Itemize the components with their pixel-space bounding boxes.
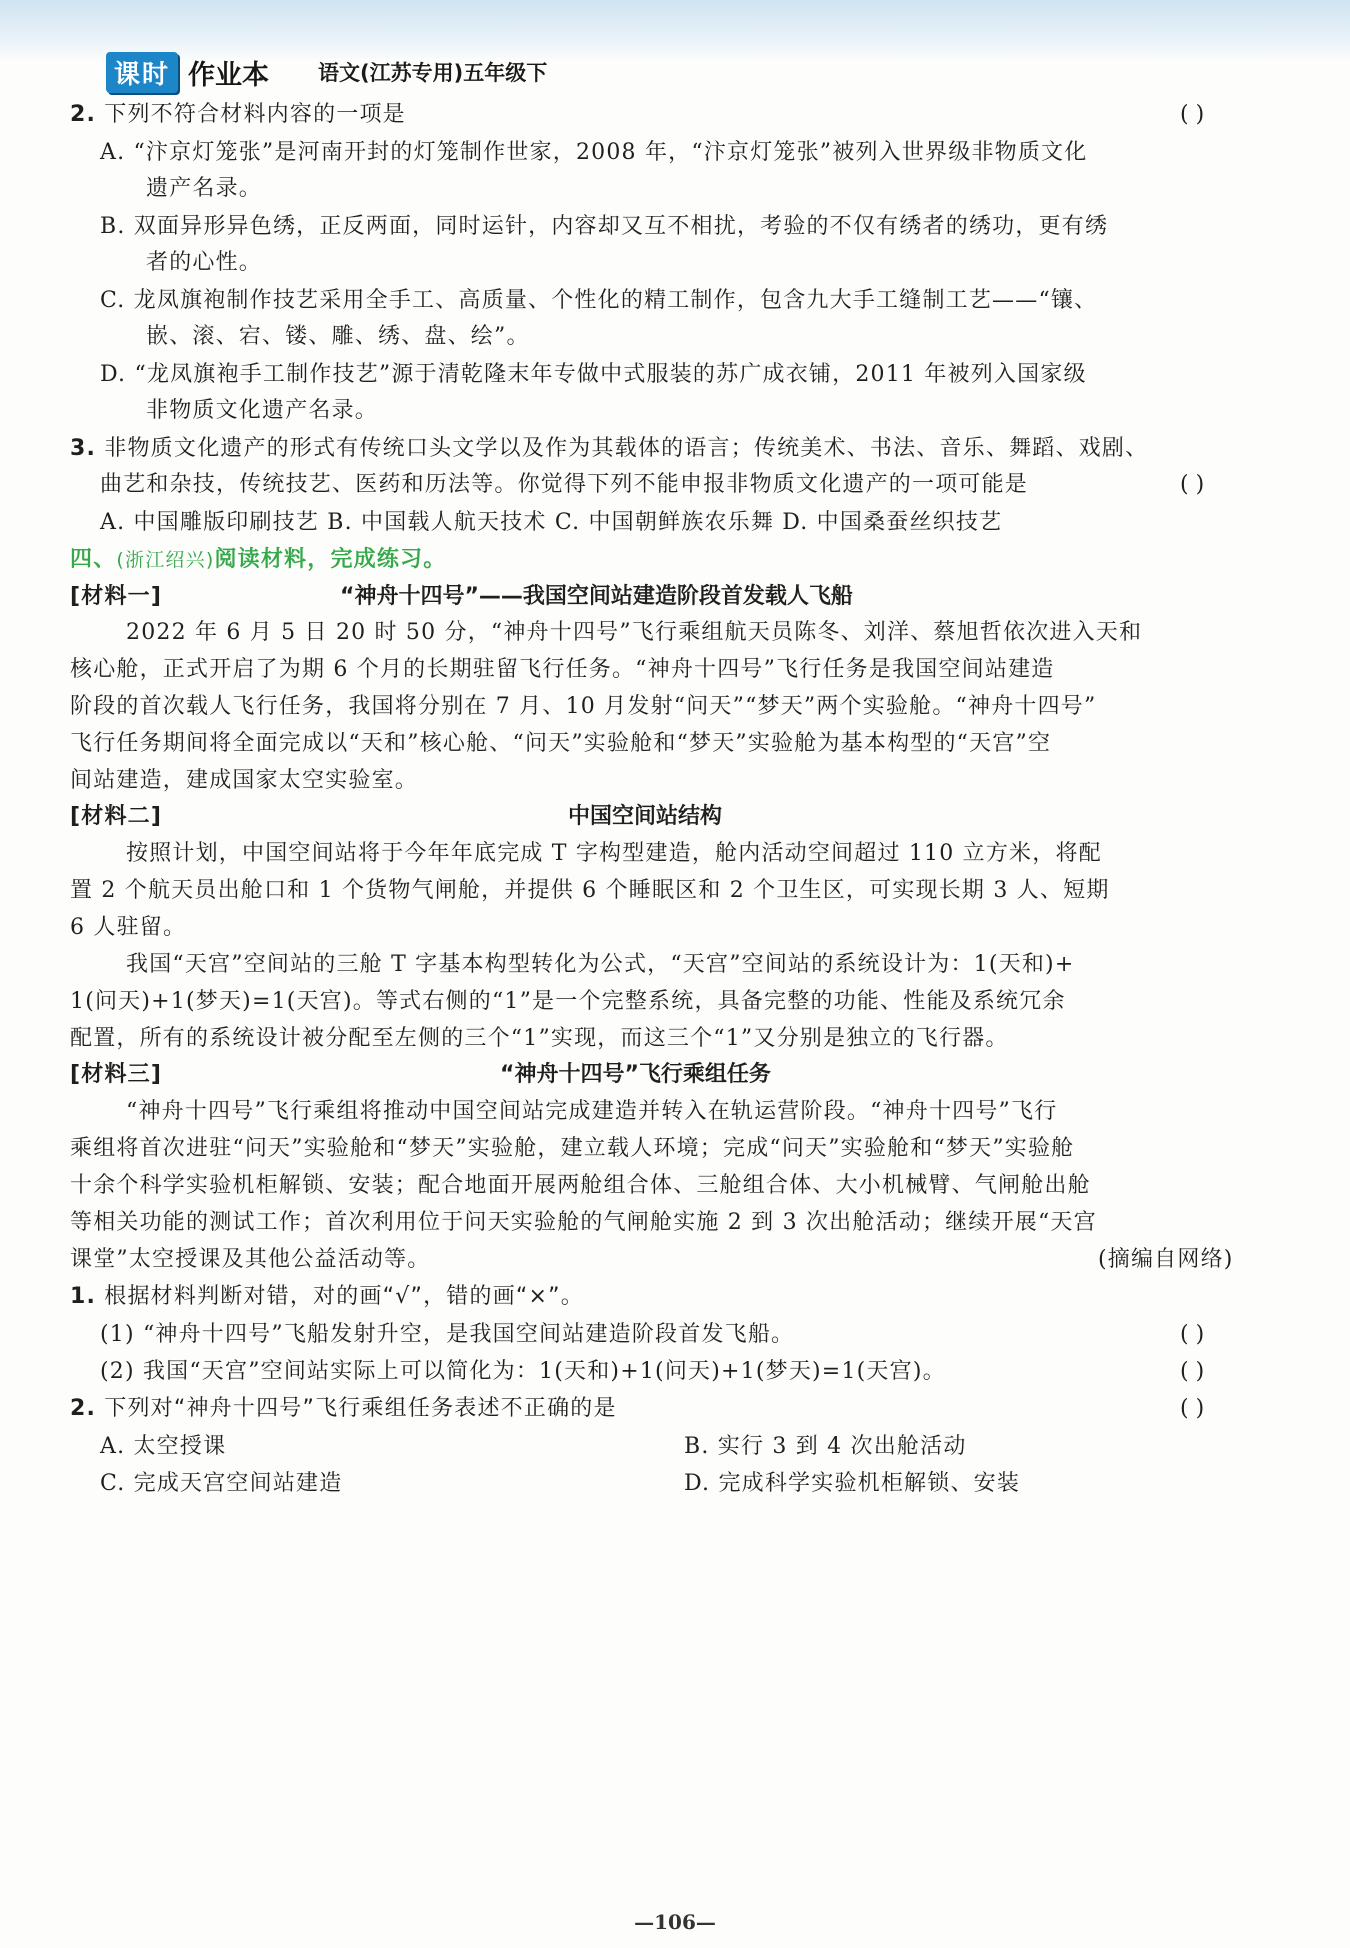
exercise-2-stem: 2. 下列对“神舟十四号”飞行乘组任务表述不正确的是 [70, 1396, 617, 1421]
q3-stem-line1: 3. 非物质文化遗产的形式有传统口头文学以及作为其载体的语言；传统美术、书法、音乐、舞蹈、戏剧、 [70, 436, 1149, 461]
exercise-1-answer-paren-2[interactable]: ( ) [1180, 1359, 1205, 1384]
material-1-para-line: 间站建造，建成国家太空实验室。 [70, 768, 419, 793]
q2-option-c-line2: 嵌、滚、宕、镂、雕、绣、盘、绘”。 [146, 324, 530, 349]
material-3-para-line: 十余个科学实验机柜解锁、安装；配合地面开展两舱组合体、三舱组合体、大小机械臂、气闸舱出舱 [70, 1173, 1091, 1198]
q2-answer-paren[interactable]: ( ) [1180, 102, 1205, 127]
page-number: —106— [634, 1910, 716, 1934]
logo-text: 作业本 [188, 59, 270, 91]
material-2-para-line: 按照计划，中国空间站将于今年年底完成 T 字构型建造，舱内活动空间超过 110 立方米，将配 [126, 841, 1102, 866]
exercise-1-statement-1: (1) “神舟十四号”飞船发射升空，是我国空间站建造阶段首发飞船。 [100, 1322, 795, 1347]
section-4-heading: 四、(浙江绍兴)阅读材料，完成练习。 [70, 547, 447, 572]
q2-option-b-line1: B. 双面异形异色绣，正反两面，同时运针，内容却又互不相扰，考验的不仅有绣者的绣功，更有绣 [100, 214, 1109, 239]
material-2-para-line: 我国“天宫”空间站的三舱 T 字基本构型转化为公式，“天宫”空间站的系统设计为：1(天和)+ [126, 952, 1075, 977]
material-3-source: (摘编自网络) [1098, 1247, 1234, 1272]
material-2-para-line: 1(问天)+1(梦天)=1(天宫)。等式右侧的“1”是一个完整系统，具备完整的功能、性能及系统冗余 [70, 989, 1066, 1014]
exercise-2-answer-paren[interactable]: ( ) [1180, 1396, 1205, 1421]
material-3-para-line: “神舟十四号”飞行乘组将推动中国空间站完成建造并转入在轨运营阶段。“神舟十四号”飞行 [126, 1099, 1058, 1124]
q2-option-a-line1: A. “汴京灯笼张”是河南开封的灯笼制作世家，2008 年，“汴京灯笼张”被列入世界级非物质文化 [100, 140, 1088, 165]
material-1-para-line: 核心舱，正式开启了为期 6 个月的长期驻留飞行任务。“神舟十四号”飞行任务是我国空间站建造 [70, 657, 1055, 682]
q2-option-d-line1: D. “龙凤旗袍手工制作技艺”源于清乾隆末年专做中式服装的苏广成衣铺，2011 年被列入国家级 [100, 362, 1087, 387]
exercise-1-statement-2: (2) 我国“天宫”空间站实际上可以简化为：1(天和)+1(问天)+1(梦天)=1(天宫)。 [100, 1359, 946, 1384]
material-3-para-line: 乘组将首次进驻“问天”实验舱和“梦天”实验舱，建立载人环境；完成“问天”实验舱和“梦天”实验舱 [70, 1136, 1075, 1161]
material-1-para-line: 阶段的首次载人飞行任务，我国将分别在 7 月、10 月发射“问天”“梦天”两个实验舱。“神舟十四号” [70, 694, 1097, 719]
q2-option-d-line2: 非物质文化遗产名录。 [146, 398, 379, 423]
exercise-1-stem: 1. 根据材料判断对错，对的画“√”，错的画“×”。 [70, 1284, 584, 1309]
q3-options: A. 中国雕版印刷技艺 B. 中国载人航天技术 C. 中国朝鲜族农乐舞 D. 中国桑蚕丝织技艺 [100, 510, 1003, 535]
q2-stem: 2. 下列不符合材料内容的一项是 [70, 102, 406, 127]
material-3-tag: [材料三] [70, 1062, 163, 1087]
exercise-2-option-c: C. 完成天宫空间站建造 [100, 1471, 343, 1496]
material-3-para-line: 课堂”太空授课及其他公益活动等。 [70, 1247, 431, 1272]
q3-stem-line2: 曲艺和杂技，传统技艺、医药和历法等。你觉得下列不能申报非物质文化遗产的一项可能是 [100, 472, 1029, 497]
material-2-para-line: 配置，所有的系统设计被分配至左侧的三个“1”实现，而这三个“1”又分别是独立的飞行器。 [70, 1026, 1009, 1051]
exercise-2-option-b: B. 实行 3 到 4 次出舱活动 [684, 1434, 967, 1459]
material-3-para-line: 等相关功能的测试工作；首次利用位于问天实验舱的气闸舱实施 2 到 3 次出舱活动；继续开展“天宫 [70, 1210, 1097, 1235]
material-1-para-line: 飞行任务期间将全面完成以“天和”核心舱、“问天”实验舱和“梦天”实验舱为基本构型的“天宫”空 [70, 731, 1052, 756]
logo [106, 52, 269, 92]
material-1-title: “神舟十四号”——我国空间站建造阶段首发载人飞船 [340, 584, 853, 609]
material-1-para-line: 2022 年 6 月 5 日 20 时 50 分，“神舟十四号”飞行乘组航天员陈冬、刘洋、蔡旭哲依次进入天和 [126, 620, 1143, 645]
logo-mark: 课时 [106, 52, 178, 93]
q3-answer-paren[interactable]: ( ) [1180, 472, 1205, 497]
material-1-tag: [材料一] [70, 584, 163, 609]
material-2-para-line: 6 人驻留。 [70, 915, 187, 940]
material-2-para-line: 置 2 个航天员出舱口和 1 个货物气闸舱，并提供 6 个睡眠区和 2 个卫生区，可实现长期 3 人、短期 [70, 878, 1110, 903]
exercise-1-answer-paren-1[interactable]: ( ) [1180, 1322, 1205, 1347]
q2-option-a-line2: 遗产名录。 [146, 176, 263, 201]
material-2-tag: [材料二] [70, 804, 163, 829]
exercise-2-option-a: A. 太空授课 [100, 1434, 227, 1459]
material-2-title: 中国空间站结构 [568, 804, 723, 829]
exercise-2-option-d: D. 完成科学实验机柜解锁、安装 [684, 1471, 1021, 1496]
q2-option-c-line1: C. 龙凤旗袍制作技艺采用全手工、高质量、个性化的精工制作，包含九大手工缝制工艺——“镶、 [100, 288, 1098, 313]
q2-option-b-line2: 者的心性。 [146, 250, 263, 275]
subject-title: 语文(江苏专用)五年级下 [318, 61, 548, 85]
material-3-title: “神舟十四号”飞行乘组任务 [500, 1062, 771, 1087]
